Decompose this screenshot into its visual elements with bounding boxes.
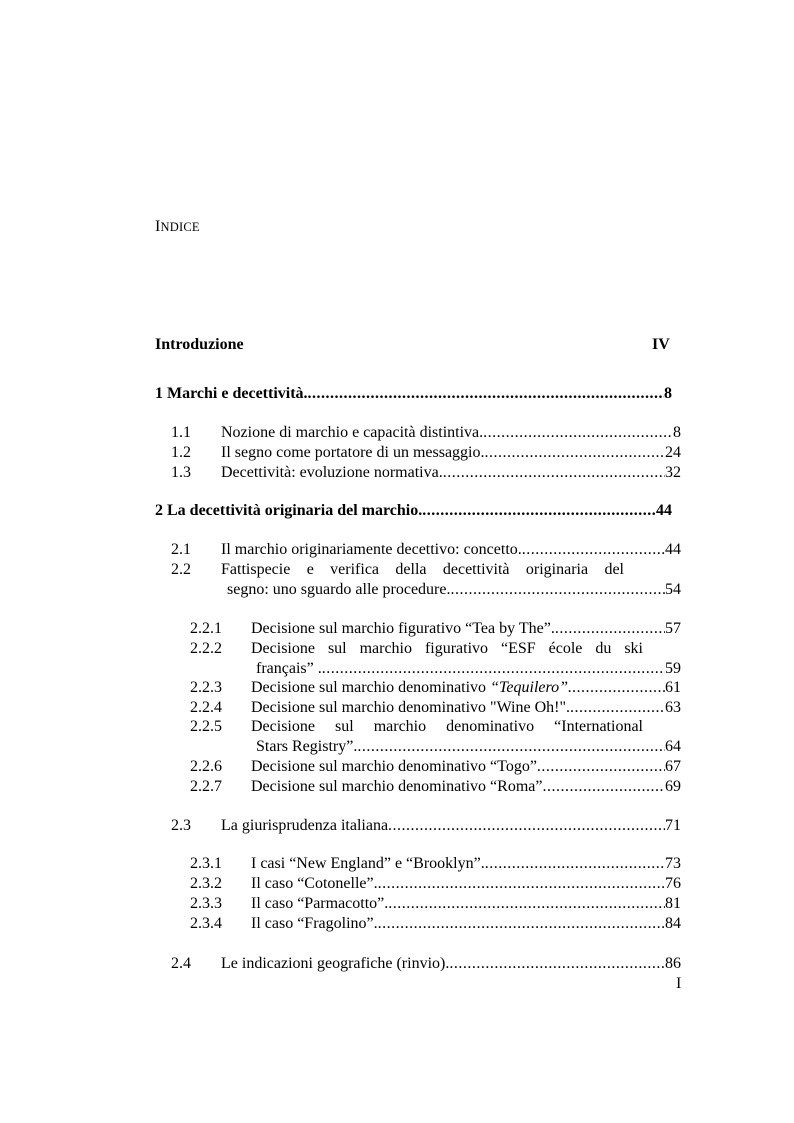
toc-num: 2.3.4 xyxy=(190,915,222,932)
entry-text: Decisione sul marchio denominativo “Togo” xyxy=(251,758,537,775)
toc-entry-2-2-5-line1[interactable]: Decisione sul marchio denominativo “International xyxy=(251,718,643,735)
entry-page: 84 xyxy=(665,915,681,932)
toc-intro-page: IV xyxy=(652,336,670,353)
toc-num: 2.2.1 xyxy=(190,620,222,637)
index-heading xyxy=(155,218,200,236)
entry-text: Le indicazioni geografiche (rinvio). xyxy=(221,955,450,972)
toc-entry-2-2-1[interactable] xyxy=(251,619,681,639)
toc-entry-2-3-4[interactable] xyxy=(251,914,681,934)
heading-rest: NDICE xyxy=(160,220,200,234)
entry-page: 57 xyxy=(665,620,681,637)
toc-entry-2-2-6[interactable] xyxy=(251,757,681,777)
entry-page: 61 xyxy=(665,679,681,696)
entry-text: Stars Registry”. xyxy=(256,738,358,755)
entry-text: Decisione sul marchio denominativo “Roma” xyxy=(251,778,543,795)
toc-num: 2.2.3 xyxy=(190,679,222,696)
entry-page: 24 xyxy=(665,444,681,461)
entry-page: 71 xyxy=(665,817,681,834)
entry-text: segno: uno sguardo alle procedure. xyxy=(227,581,451,598)
toc-entry-2-2-3[interactable] xyxy=(251,678,681,698)
toc-entry-1-1[interactable] xyxy=(221,423,681,443)
toc-num: 2.3.2 xyxy=(190,875,222,892)
toc-num: 2.2 xyxy=(171,561,191,578)
entry-text: Il caso “Parmacotto”. xyxy=(251,895,389,912)
toc-num: 2.3.1 xyxy=(190,855,222,872)
entry-text: Il marchio originariamente decettivo: concetto. xyxy=(221,541,522,558)
toc-entry-2-3-1[interactable] xyxy=(251,854,681,874)
entry-page: 86 xyxy=(665,955,681,972)
toc-entry-2-2-7[interactable] xyxy=(251,777,681,797)
toc-num: 2.4 xyxy=(171,955,191,972)
toc-entry-2-2-4[interactable] xyxy=(251,698,681,718)
toc-num: 2.2.4 xyxy=(190,699,222,716)
entry-page: 63 xyxy=(665,699,681,716)
entry-text: Decisione sul marchio figurativo “Tea by The”. xyxy=(251,620,555,637)
toc-entry-2-3-3[interactable] xyxy=(251,894,681,914)
toc-entry-2-4[interactable] xyxy=(221,954,681,974)
page-number: I xyxy=(676,975,682,992)
chapter-page: 8 xyxy=(664,385,672,402)
entry-text: Decisione sul marchio denominativo xyxy=(251,679,491,696)
entry-text: Decisione sul marchio denominativo "Wine Oh!". xyxy=(251,699,571,716)
toc-entry-2-2-line1[interactable]: Fattispecie e verifica della decettività originaria del xyxy=(221,561,624,578)
entry-page: 67 xyxy=(665,758,681,775)
chapter-title: 2 La decettività originaria del marchio. xyxy=(155,502,423,519)
toc-entry-2-3-2[interactable] xyxy=(251,874,681,894)
heading-initial: I xyxy=(155,218,161,235)
toc-num: 2.2.7 xyxy=(190,778,222,795)
entry-page: 54 xyxy=(665,581,681,598)
entry-page: 64 xyxy=(665,738,681,755)
toc-entry-1-3[interactable] xyxy=(221,463,681,483)
toc-num: 2.2.5 xyxy=(190,718,222,735)
toc-chapter-1[interactable] xyxy=(155,384,672,404)
toc-num: 2.3 xyxy=(171,817,191,834)
chapter-title: 1 Marchi e decettività. xyxy=(155,385,308,402)
toc-entry-1-2[interactable] xyxy=(221,443,681,463)
entry-text: I casi “New England” e “Brooklyn”. xyxy=(251,855,485,872)
toc-num: 1.3 xyxy=(171,464,191,481)
entry-text: Il segno come portatore di un messaggio. xyxy=(221,444,485,461)
toc-num: 2.2.6 xyxy=(190,758,222,775)
entry-page: 8 xyxy=(673,424,681,441)
toc-entry-2-2-5[interactable] xyxy=(256,737,681,757)
entry-text: Nozione di marchio e capacità distintiva. xyxy=(221,424,484,441)
toc-entry-2-1[interactable] xyxy=(221,540,681,560)
entry-page: 76 xyxy=(665,875,681,892)
entry-text: La giurisprudenza italiana xyxy=(221,817,389,834)
entry-page: 59 xyxy=(665,660,681,677)
entry-page: 73 xyxy=(665,855,681,872)
toc-entry-2-2-2[interactable] xyxy=(256,659,681,679)
entry-page: 81 xyxy=(665,895,681,912)
toc-chapter-2[interactable] xyxy=(155,501,672,521)
entry-text: Il caso “Fragolino”. xyxy=(251,915,378,932)
toc-intro-label[interactable]: Introduzione xyxy=(155,336,244,353)
entry-text: Il caso “Cotonelle”. xyxy=(251,875,378,892)
toc-num: 1.1 xyxy=(171,424,191,441)
entry-page: 44 xyxy=(665,541,681,558)
toc-entry-2-2[interactable] xyxy=(227,580,681,600)
toc-entry-2-3[interactable] xyxy=(221,816,681,836)
toc-num: 2.2.2 xyxy=(190,640,222,657)
entry-text: français” . xyxy=(256,660,322,677)
entry-text-italic: “Tequilero”. xyxy=(490,679,573,696)
entry-page: 69 xyxy=(665,778,681,795)
entry-page: 32 xyxy=(665,464,681,481)
toc-entry-2-2-2-line1[interactable]: Decisione sul marchio figurativo “ESF école du ski xyxy=(251,640,643,657)
toc-num: 2.1 xyxy=(171,541,191,558)
entry-text: Decettività: evoluzione normativa. xyxy=(221,464,443,481)
toc-num: 2.3.3 xyxy=(190,895,222,912)
chapter-page: 44 xyxy=(656,502,672,519)
toc-num: 1.2 xyxy=(171,444,191,461)
